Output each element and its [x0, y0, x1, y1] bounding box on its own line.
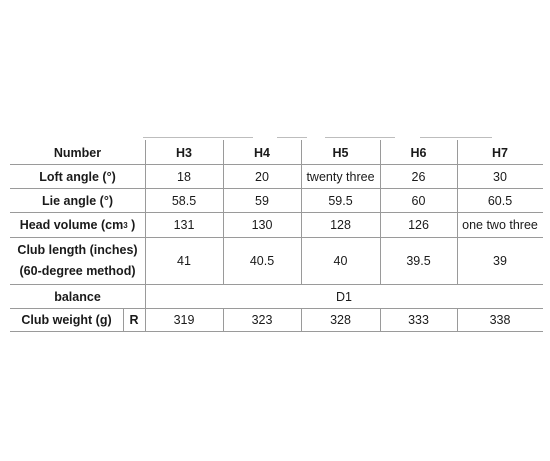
table-cell: 130 — [251, 218, 273, 232]
table-cell: 333 — [408, 313, 429, 327]
row-label-balance: balance — [54, 289, 101, 304]
table-cell: 39.5 — [406, 254, 431, 268]
club-weight-flex-label: R — [129, 313, 139, 327]
club-length-label-line1: Club length (inches) — [17, 243, 138, 257]
table-cell: 338 — [489, 313, 511, 327]
table-cell: 18 — [177, 169, 191, 184]
table-cell: twenty three — [306, 169, 375, 184]
table-cell: 40.5 — [249, 254, 275, 268]
table-cell: 20 — [255, 169, 269, 184]
table-cell: 131 — [173, 218, 195, 232]
row-label-loft-angle: Loft angle (°) — [39, 169, 116, 184]
table-cell: one two three — [462, 218, 538, 232]
row-divider — [10, 331, 543, 332]
table-cell: 41 — [177, 254, 191, 268]
table-cell: 128 — [330, 218, 351, 232]
head-volume-label-end: ) — [127, 218, 136, 232]
table-cell: 323 — [251, 313, 273, 327]
header-col-h3: H3 — [176, 145, 192, 160]
head-volume-label-sup: 3 — [123, 220, 128, 230]
header-label: Number — [53, 145, 102, 160]
row-label-club-length — [10, 238, 145, 284]
header-col-h4: H4 — [254, 145, 270, 160]
row-label-head-volume — [10, 213, 145, 237]
top-tick — [277, 137, 307, 138]
table-cell: 60.5 — [487, 193, 513, 208]
table-cell: 328 — [330, 313, 351, 327]
header-col-h7: H7 — [492, 145, 508, 160]
table-cell: 126 — [408, 218, 429, 232]
club-length-label-line2: (60-degree method) — [19, 264, 136, 278]
balance-merged-cell: D1 — [336, 289, 352, 304]
table-cell: 26 — [411, 169, 426, 184]
table-cell: 319 — [173, 313, 195, 327]
table-cell: 58.5 — [171, 193, 197, 208]
header-col-h6: H6 — [410, 145, 427, 160]
header-col-h5: H5 — [332, 145, 349, 160]
table-cell: 40 — [333, 254, 348, 268]
top-tick — [420, 137, 492, 138]
row-label-lie-angle: Lie angle (°) — [42, 193, 113, 208]
table-cell: 59 — [255, 193, 269, 208]
row-label-club-weight: Club weight (g) — [21, 313, 112, 327]
top-tick — [325, 137, 395, 138]
table-cell: 59.5 — [328, 193, 353, 208]
table-cell: 30 — [493, 169, 507, 184]
top-tick — [143, 137, 253, 138]
table-cell: 39 — [493, 254, 507, 268]
table-cell: 60 — [411, 193, 426, 208]
head-volume-label-main: Head volume (cm — [19, 218, 124, 232]
